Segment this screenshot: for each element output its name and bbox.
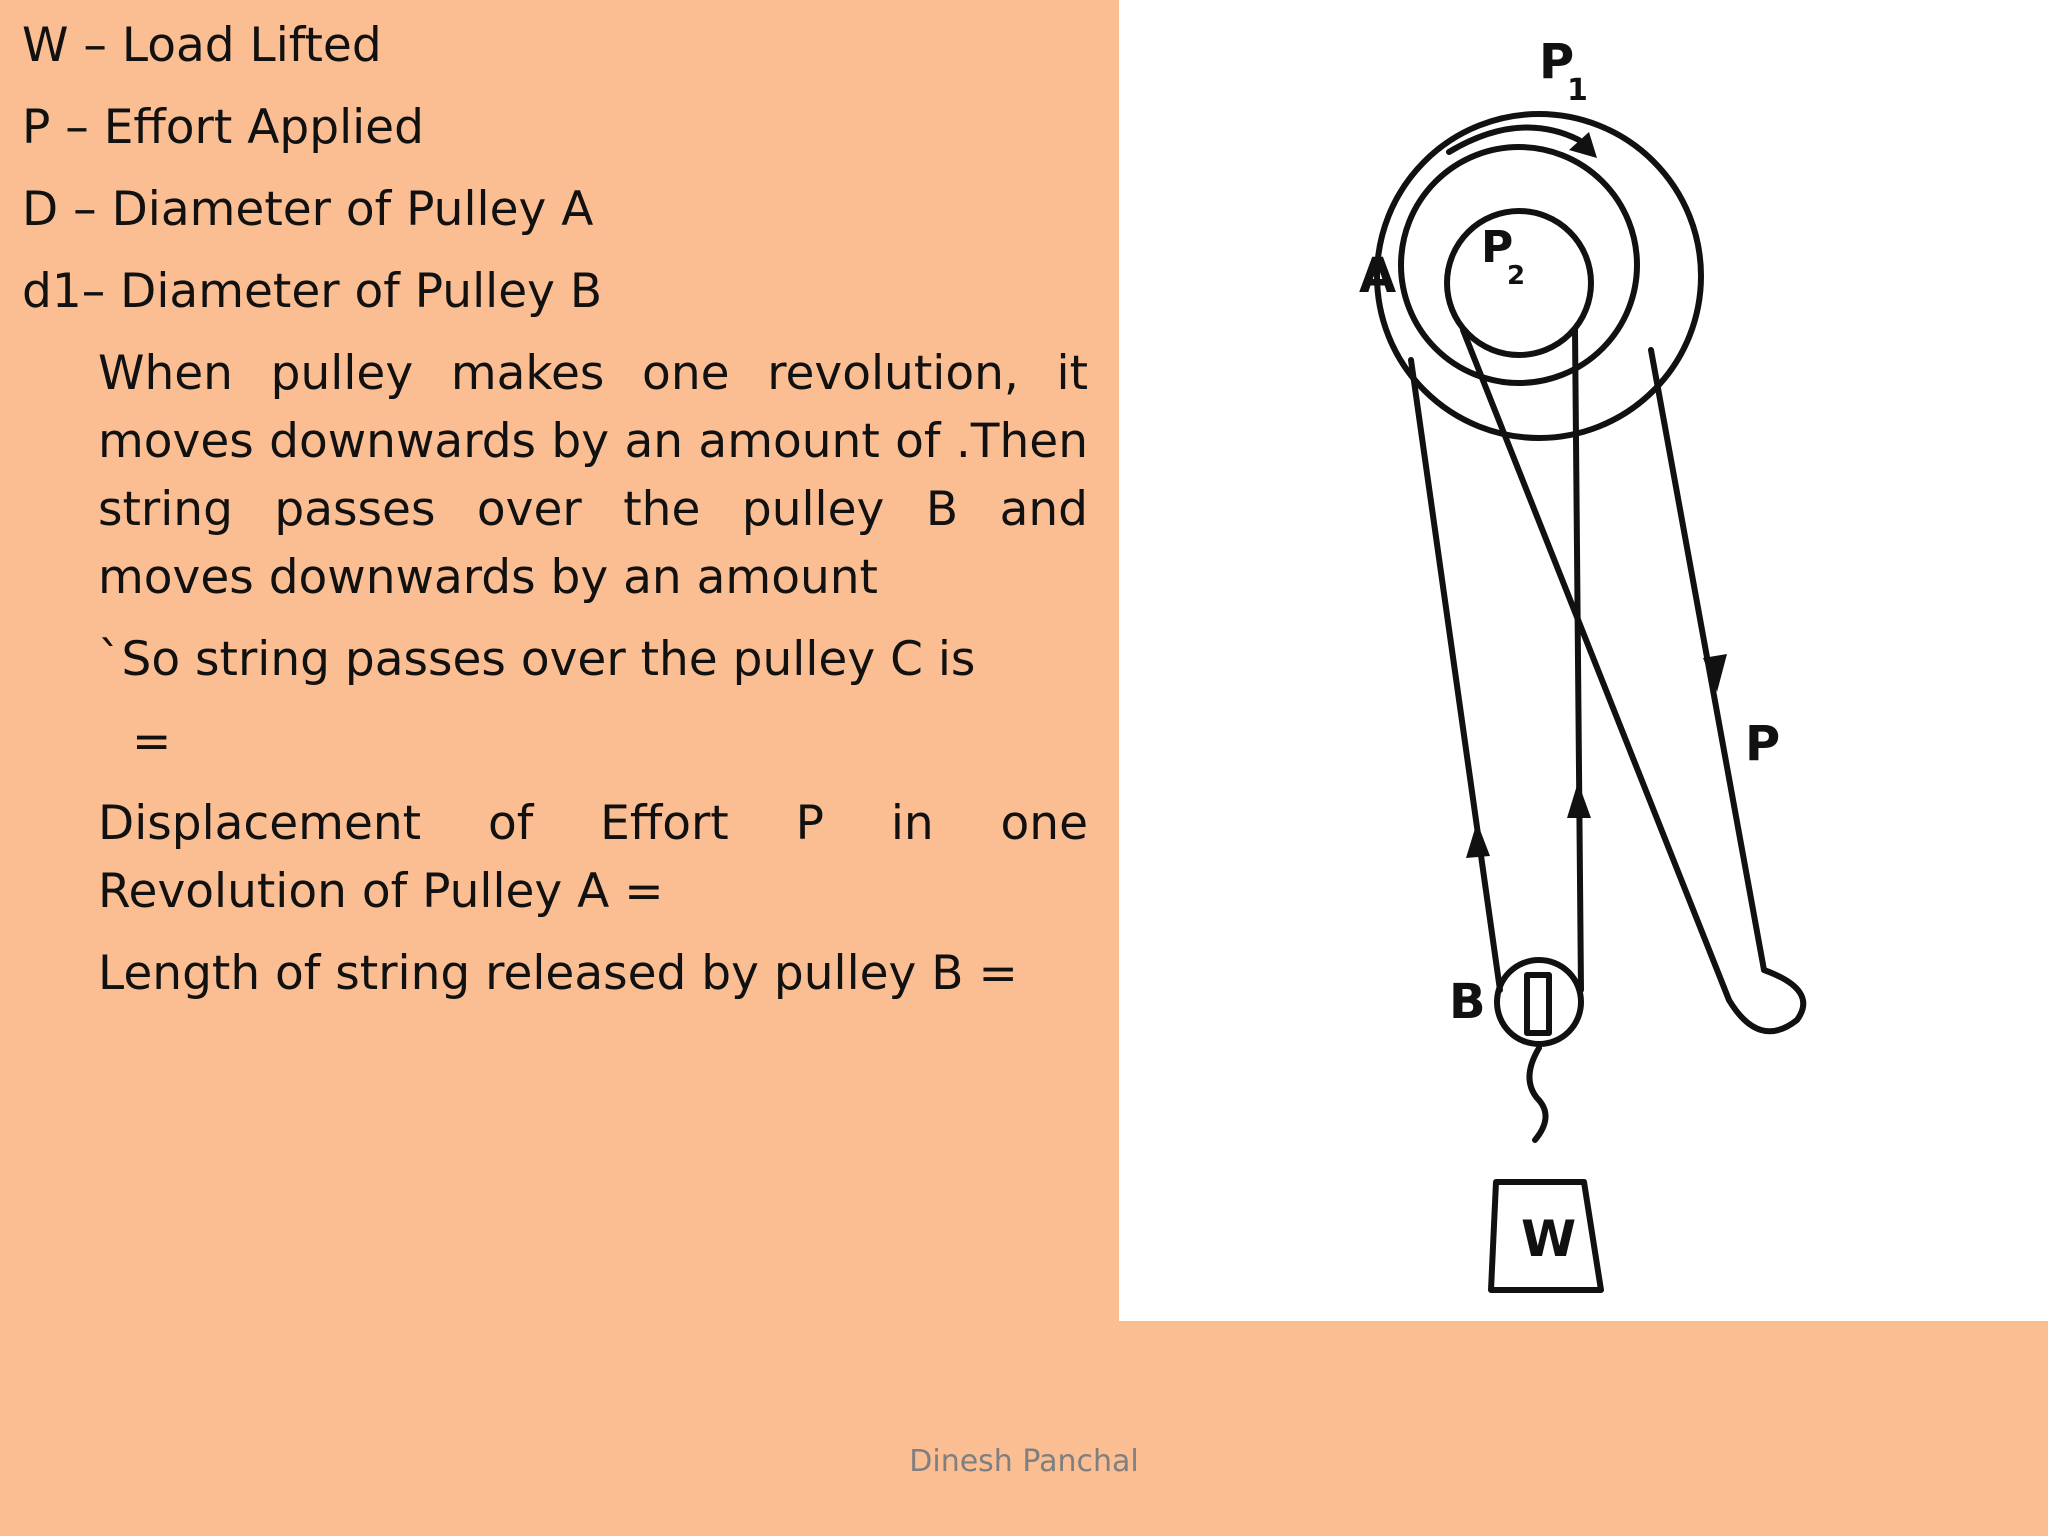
string-loop bbox=[1729, 970, 1803, 1031]
equals-line: = bbox=[132, 714, 172, 769]
string-centre bbox=[1575, 330, 1581, 990]
paragraph-string-released: Length of string released by pulley B = bbox=[98, 946, 1018, 1001]
footer-author: Dinesh Panchal bbox=[909, 1444, 1139, 1479]
arrow-centre bbox=[1567, 782, 1591, 818]
pulley-figure bbox=[1119, 0, 2048, 1321]
hook bbox=[1529, 1048, 1545, 1140]
paragraph-revolution: When pulley makes one revolution, it moves downwards by an amount of .Then string passes over the pulley B and moves downwards by an amount bbox=[98, 346, 1088, 605]
pulley-diagram bbox=[1119, 0, 2048, 1321]
label-p1-sub: 1 bbox=[1567, 73, 1588, 108]
definition-effort: P – Effort Applied bbox=[22, 100, 424, 155]
paragraph-pulley-c: `So string passes over the pulley C is bbox=[98, 632, 976, 687]
label-b: B bbox=[1449, 974, 1486, 1030]
arrow-left bbox=[1466, 822, 1490, 858]
definition-diameter-a: D – Diameter of Pulley A bbox=[22, 182, 594, 237]
pulley-b-axle bbox=[1527, 975, 1549, 1033]
string-left bbox=[1411, 360, 1500, 990]
text-panel bbox=[0, 0, 1118, 1060]
arrow-effort bbox=[1703, 654, 1727, 692]
label-a: A bbox=[1359, 248, 1397, 304]
label-w: W bbox=[1521, 1210, 1577, 1268]
label-p: P bbox=[1745, 716, 1781, 772]
definition-load: W – Load Lifted bbox=[22, 18, 382, 73]
definition-diameter-b: d1– Diameter of Pulley B bbox=[22, 264, 603, 319]
label-p1: P bbox=[1539, 34, 1575, 90]
pulley-a-outer bbox=[1377, 114, 1701, 438]
label-p2-sub: 2 bbox=[1507, 261, 1526, 291]
label-p2: P bbox=[1481, 222, 1514, 273]
paragraph-displacement: Displacement of Effort P in one Revolution of Pulley A = bbox=[98, 796, 1088, 919]
